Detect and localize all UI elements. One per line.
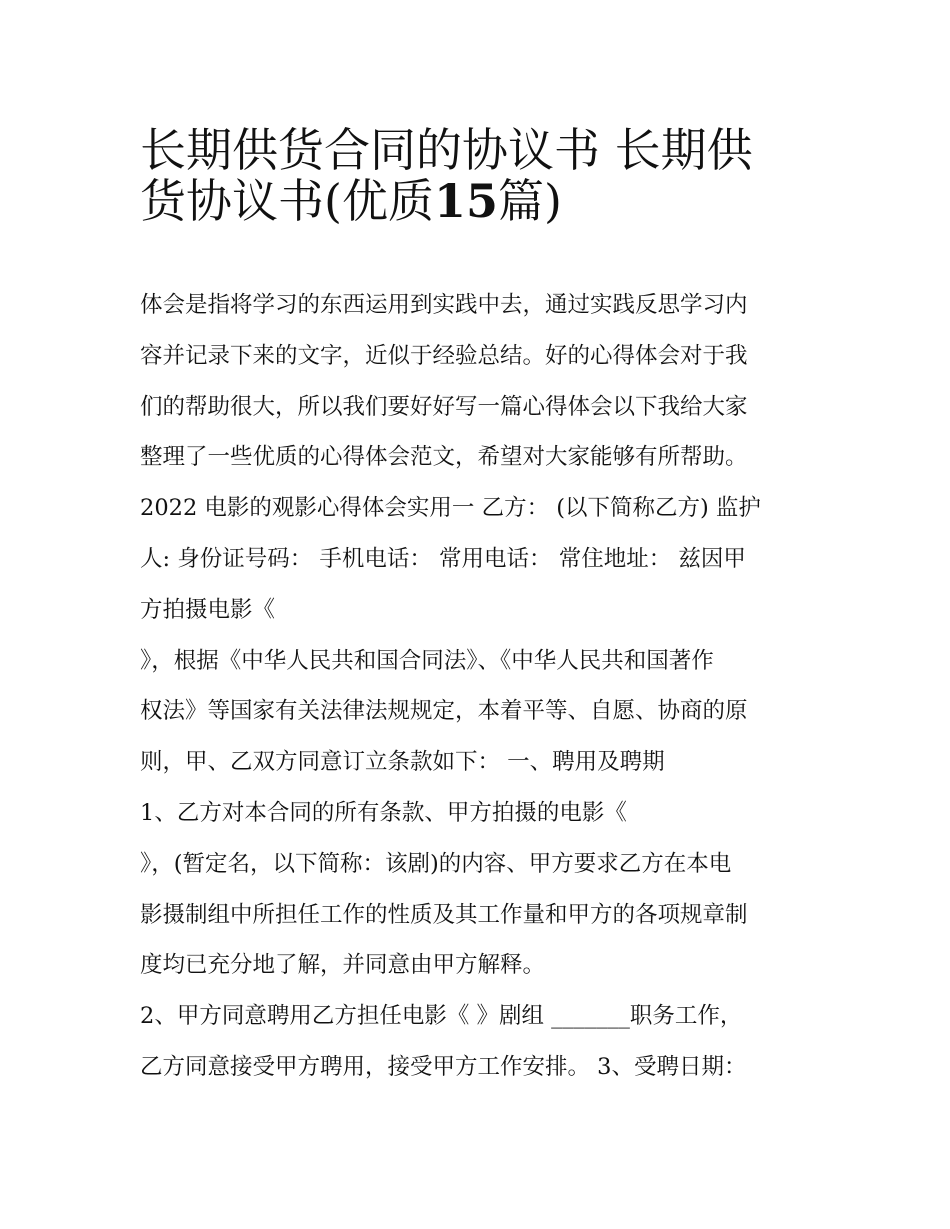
body-line: 整理了一些优质的心得体会范文，希望对大家能够有所帮助。 — [140, 444, 748, 471]
document-title — [140, 114, 820, 228]
title-line-1: 长期供货合同的协议书 长期供 — [140, 123, 753, 177]
body-line: 2022 电影的观影心得体会实用一 乙方： (以下简称乙方) 监护 — [140, 495, 761, 522]
body-line: 乙方同意接受甲方聘用，接受甲方工作安排。 3、受聘日期： — [140, 1053, 747, 1080]
body-line: 》，(暂定名，以下简称：该剧)的内容、甲方要求乙方在本电 — [140, 850, 732, 877]
body-line: 人: 身份证号码： 手机电话： 常用电话： 常住地址： 兹因甲 — [140, 545, 746, 572]
body-line: 们的帮助很大，所以我们要好好写一篇心得体会以下我给大家 — [140, 393, 748, 420]
body-line: 影摄制组中所担任工作的性质及其工作量和甲方的各项规章制 — [140, 901, 748, 928]
body-line: 权法》等国家有关法律法规规定，本着平等、自愿、协商的原 — [140, 698, 748, 725]
body-line: 2、甲方同意聘用乙方担任电影《 》剧组 _______职务工作， — [140, 1003, 743, 1030]
body-line: 1、乙方对本合同的所有条款、甲方拍摄的电影《 — [140, 799, 627, 826]
body-line: 则，甲、乙双方同意订立条款如下： 一、聘用及聘期 — [140, 749, 665, 776]
body-line: 》，根据《中华人民共和国合同法》、《中华人民共和国著作 — [140, 647, 714, 674]
document-body — [140, 280, 820, 1093]
title-line-2-suffix: 篇) — [497, 173, 562, 228]
title-line-2-prefix: 货协议书(优质 — [140, 173, 434, 228]
body-line: 度均已充分地了解，并同意由甲方解释。 — [140, 952, 546, 979]
body-line: 体会是指将学习的东西运用到实践中去，通过实践反思学习内 — [140, 292, 748, 318]
body-line: 方拍摄电影《 — [140, 596, 276, 623]
title-line-2-number: 15 — [433, 173, 498, 228]
body-line: 容并记录下来的文字，近似于经验总结。好的心得体会对于我 — [140, 342, 748, 369]
